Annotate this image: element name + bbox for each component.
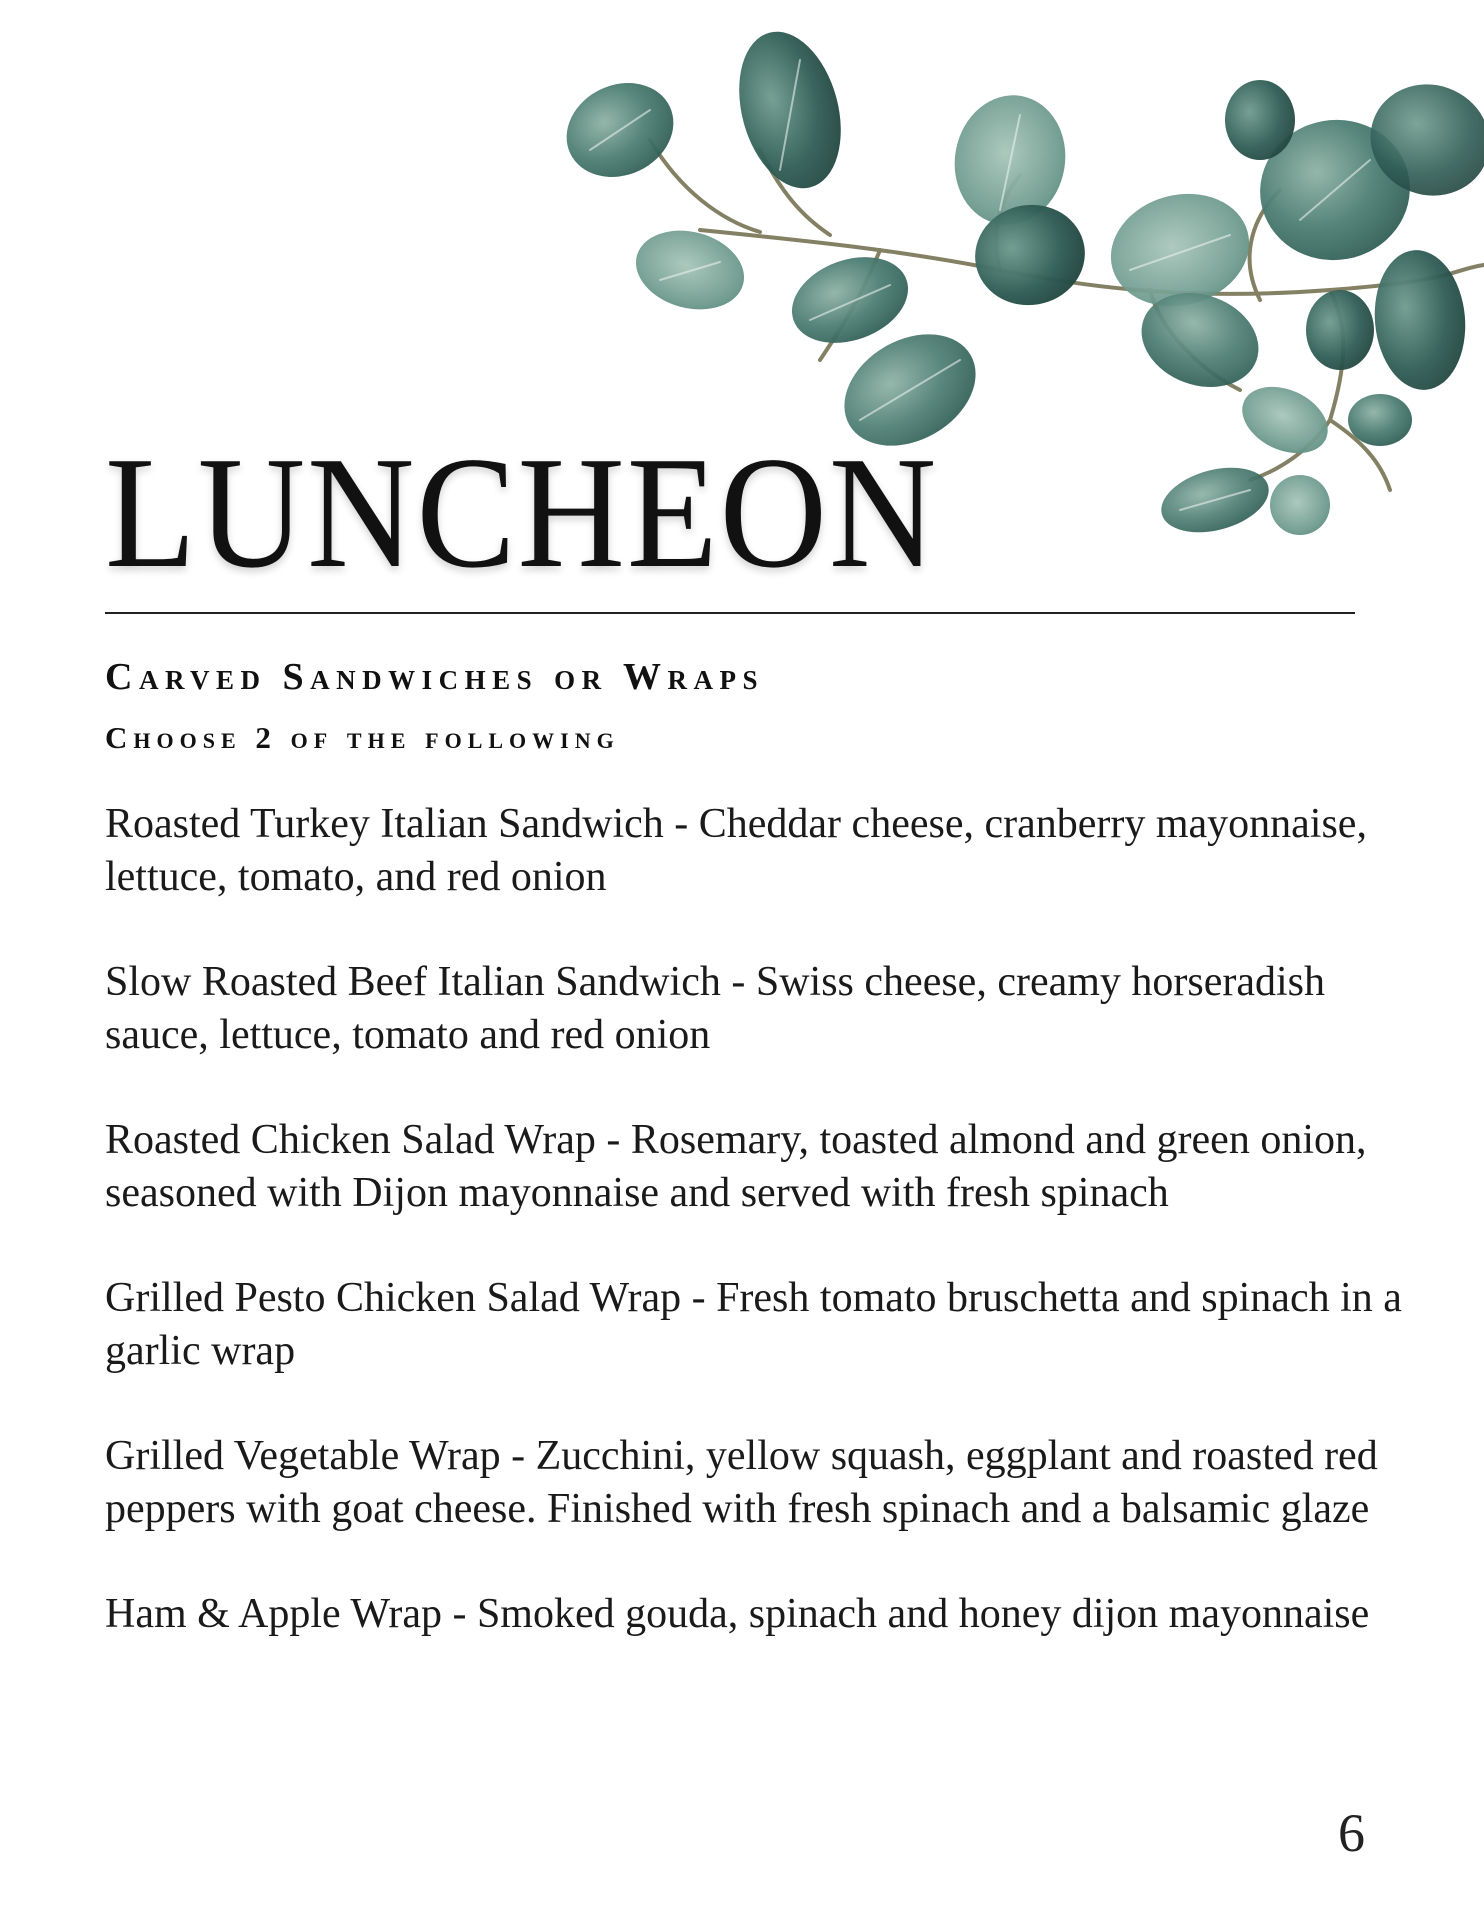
menu-items-list bbox=[105, 798, 1425, 1693]
page-number: 6 bbox=[1338, 1803, 1365, 1863]
title-divider bbox=[105, 612, 1355, 614]
section-title: Carved Sandwiches or Wraps bbox=[105, 656, 764, 698]
menu-item: Ham & Apple Wrap - Smoked gouda, spinach and honey dijon mayonnaise bbox=[105, 1591, 1370, 1637]
menu-item: Slow Roasted Beef Italian Sandwich - Swiss cheese, creamy horseradish sauce, lettuce, tomato and red onion bbox=[105, 959, 1326, 1058]
menu-item: Roasted Chicken Salad Wrap - Rosemary, toasted almond and green onion, seasoned with Dijon mayonnaise and served with fresh spinach bbox=[105, 1117, 1367, 1216]
section-subtitle: Choose 2 of the following bbox=[105, 720, 620, 755]
menu-item: Grilled Pesto Chicken Salad Wrap - Fresh tomato bruschetta and spinach in a garlic wrap bbox=[105, 1275, 1402, 1374]
page-title: LUNCHEON bbox=[105, 423, 939, 601]
menu-item: Grilled Vegetable Wrap - Zucchini, yellow squash, eggplant and roasted red peppers with goat cheese. Finished with fresh spinach and a balsamic glaze bbox=[105, 1433, 1378, 1532]
menu-item: Roasted Turkey Italian Sandwich - Cheddar cheese, cranberry mayonnaise, lettuce, tomato, and red onion bbox=[105, 801, 1367, 900]
